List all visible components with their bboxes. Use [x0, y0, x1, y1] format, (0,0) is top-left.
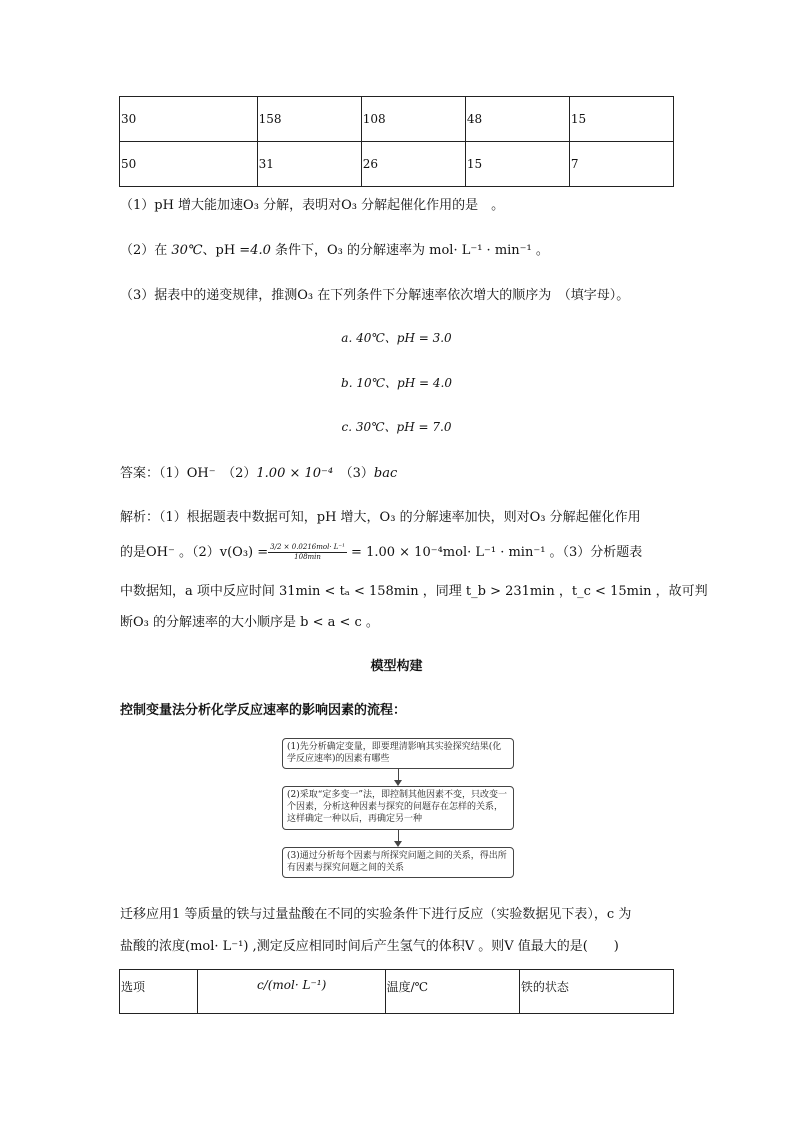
option-a: a. 40℃、pH = 3.0	[341, 331, 452, 345]
section-title: 模型构建	[370, 659, 423, 674]
table-cell: 48	[465, 97, 569, 142]
table-cell: 30	[120, 97, 258, 142]
answer-order: bac	[373, 466, 398, 481]
q2-temp: 30℃	[171, 243, 203, 258]
q2-text-c: 条件下，O₃ 的分解速率为 mol· L⁻¹ · min⁻¹ 。	[270, 243, 549, 258]
analysis-line-4: 断O₃ 的分解速率的大小顺序是 b < a < c 。	[120, 615, 379, 630]
analysis-line-1: 解析：（1）根据题表中数据可知，pH 增大，O₃ 的分解速率加快，则对O₃ 分解起催化作用	[120, 510, 641, 525]
table-row	[120, 142, 674, 187]
question-3: （3）据表中的递变规律，推测O₃ 在下列条件下分解速率依次增大的顺序为 （填字母）。	[120, 288, 630, 303]
section-subtitle: 控制变量法分析化学反应速率的影响因素的流程：	[120, 703, 407, 718]
option-c: c. 30℃、pH = 7.0	[341, 420, 452, 434]
fraction-numerator: 3/2 × 0.0216mol· L⁻¹	[270, 543, 345, 551]
transfer-line-2: 盐酸的浓度(mol· L⁻¹) ,测定反应相同时间后产生氢气的体积V 。则V 值最大的是( )	[120, 939, 619, 954]
q2-text-b: 、pH =	[202, 243, 251, 258]
analysis-text-b: = 1.00 × 10⁻⁴mol· L⁻¹ · min⁻¹ 。（3）分析题表	[346, 545, 643, 560]
table-cell: 31	[257, 142, 361, 187]
answer-part3: （3）	[333, 466, 374, 481]
table-cell: 7	[569, 142, 673, 187]
options-table	[119, 969, 674, 1014]
flow-step-2: (2)采取“定多变一”法，即控制其他因素不变，只改变一个因素，分析这种因素与探究的问题存在怎样的关系，这样确定一种以后，再确定另一种	[282, 786, 514, 830]
table-cell: 50	[120, 142, 258, 187]
analysis-line-2	[120, 541, 642, 562]
q2-text-a: （2）在	[120, 243, 172, 258]
q2-ph: 4.0	[250, 243, 271, 258]
table-cell: 108	[361, 97, 465, 142]
column-header: 温度/℃	[385, 970, 519, 1014]
table-cell: 15	[465, 142, 569, 187]
question-1: （1）pH 增大能加速O₃ 分解，表明对O₃ 分解起催化作用的是 。	[120, 198, 505, 213]
answer-line	[120, 462, 397, 481]
question-2	[120, 239, 549, 258]
column-header: 铁的状态	[519, 970, 673, 1014]
flow-step-1: (1)先分析确定变量，即要理清影响其实验探究结果(化学反应速率)的因素有哪些	[282, 738, 514, 769]
rate-fraction	[268, 543, 347, 562]
analysis-text-a: 的是OH⁻ 。（2）v(O₃) =	[120, 545, 269, 560]
table-row	[120, 97, 674, 142]
answer-label: 答案：（1）OH⁻ （2）	[120, 466, 257, 481]
option-b: b. 10℃、pH = 4.0	[341, 376, 452, 390]
fraction-denominator: 108min	[294, 553, 321, 561]
answer-value: 1.00 × 10⁻⁴	[256, 466, 334, 481]
table-cell: 26	[361, 142, 465, 187]
analysis-line-3: 中数据知，a 项中反应时间 31min < tₐ < 158min ，同理 t_b > 231min ，t_c < 15min ，故可判	[120, 584, 708, 599]
column-header: c/(mol· L⁻¹)	[197, 970, 385, 1014]
transfer-line-1: 迁移应用1 等质量的铁与过量盐酸在不同的实验条件下进行反应（实验数据见下表），c 为	[120, 907, 632, 922]
table-cell: 15	[569, 97, 673, 142]
data-table-top	[119, 96, 674, 187]
flow-step-3: (3)通过分析每个因素与所探究问题之间的关系，得出所有因素与探究问题之间的关系	[282, 847, 514, 878]
table-cell: 158	[257, 97, 361, 142]
table-header-row	[120, 970, 674, 1014]
column-header: 选项	[120, 970, 198, 1014]
